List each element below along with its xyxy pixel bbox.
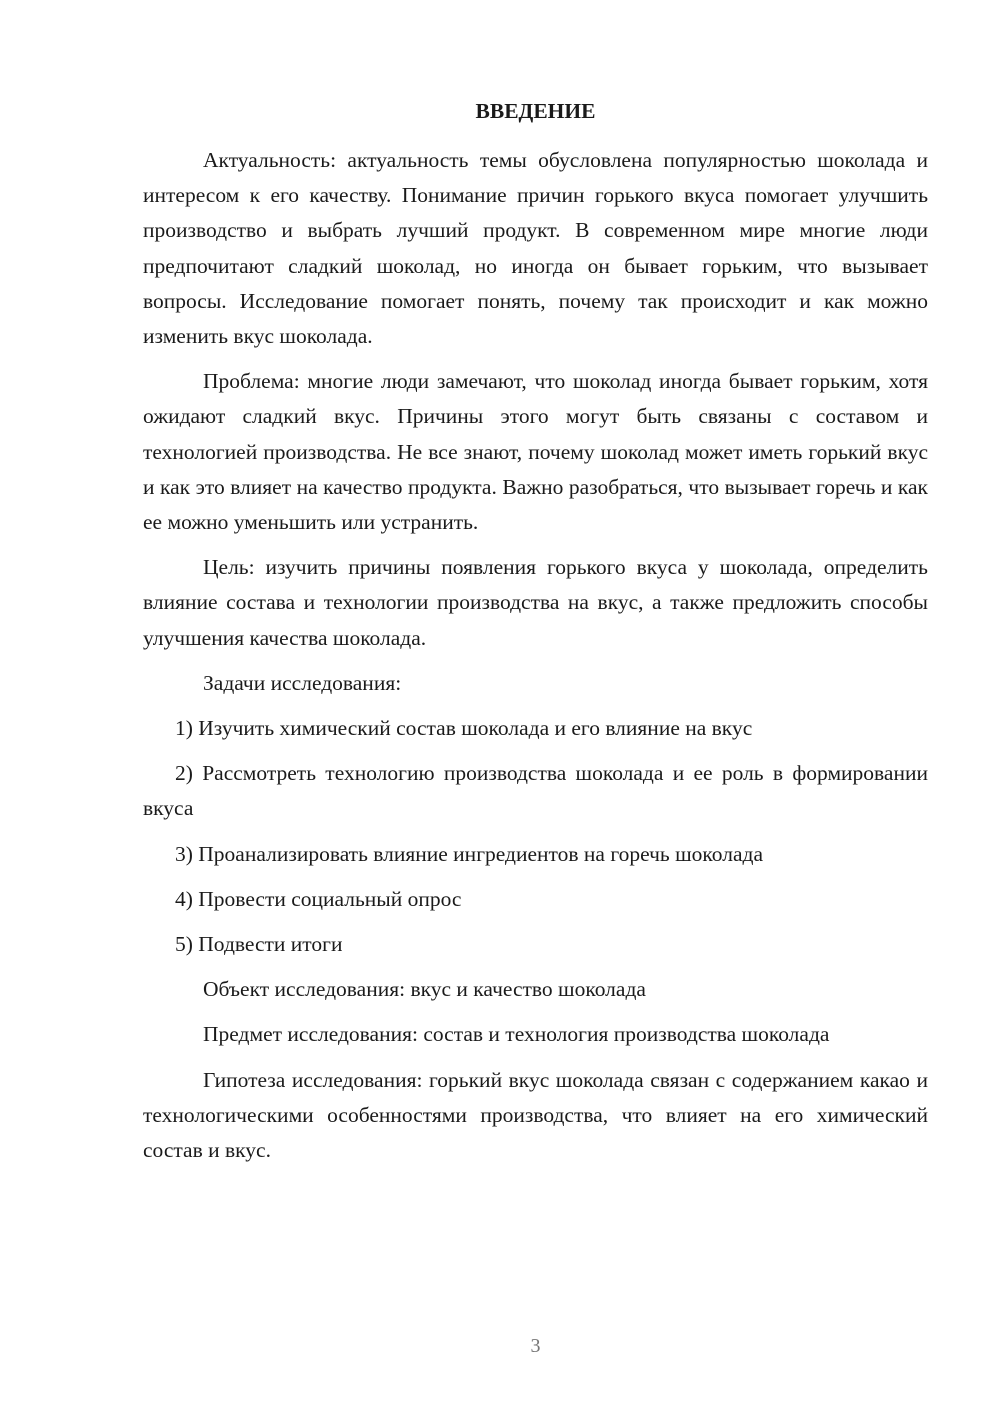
paragraph-hypothesis: Гипотеза исследования: горький вкус шоколада связан с содержанием какао и технологическими особенностями производства, что влияет на его химический состав и вкус. [143, 1067, 928, 1163]
task-item: 2) Рассмотреть технологию производства шоколада и ее роль в формировании вкуса [143, 761, 928, 821]
task-item: 3) Проанализировать влияние ингредиентов на горечь шоколада [175, 841, 763, 866]
paragraph-goal: Цель: изучить причины появления горького вкуса у шоколада, определить влияние состава и технологии производства на вкус, а также предложить способы улучшения качества шоколада. [143, 555, 928, 650]
task-item: 5) Подвести итоги [175, 932, 343, 957]
task-item: 1) Изучить химический состав шоколада и его влияние на вкус [175, 716, 753, 741]
paragraph-tasks-heading: Задачи исследования: [203, 670, 402, 695]
page-title: ВВЕДЕНИЕ [475, 99, 596, 123]
paragraph-problem: Проблема: многие люди замечают, что шоколад иногда бывает горьким, хотя ожидают сладкий вкус. Причины этого могут быть связаны с составом и технологией производства. Не все знают, почему шоколад может иметь горький вкус и как это влияет на качество продукта. Важно разобраться, что вызывает горечь и как ее можно уменьшить или устранить. [143, 369, 928, 535]
paragraph-relevance: Актуальность: актуальность темы обусловлена популярностью шоколада и интересом к его качеству. Понимание причин горького вкуса помогает улучшить производство и выбрать лучший продукт. В современном мире многие люди предпочитают сладкий шоколад, но иногда он бывает горьким, что вызывает вопросы. Исследование помогает понять, почему так происходит и как можно изменить вкус шоколада. [143, 148, 928, 349]
page-number: 3 [530, 1335, 541, 1357]
document-body [143, 143, 928, 1178]
paragraph-subject: Предмет исследования: состав и технология производства шоколада [203, 1022, 830, 1047]
document-page [143, 0, 928, 1414]
paragraph-object: Объект исследования: вкус и качество шоколада [203, 977, 646, 1002]
task-item: 4) Провести социальный опрос [175, 886, 462, 911]
